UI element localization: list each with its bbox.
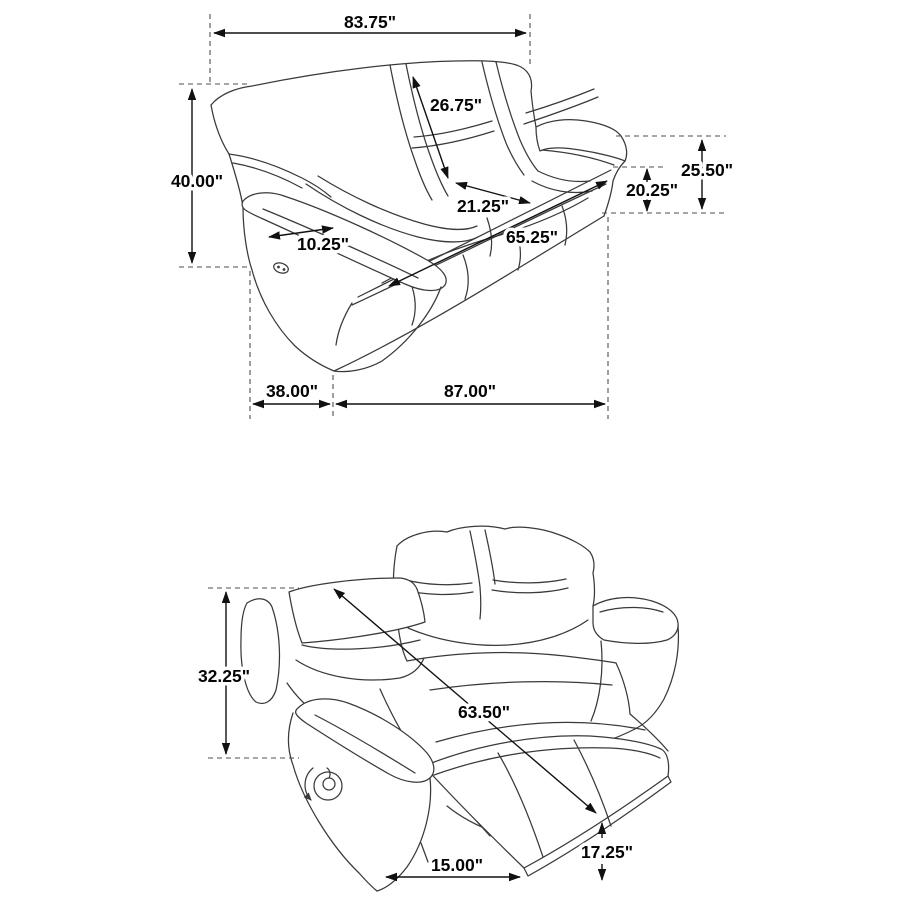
sofa-headrest-seam-right2	[526, 89, 594, 113]
dim-recline-clearance	[386, 855, 520, 877]
sofa-lumbar-roll-right-bottom	[532, 181, 592, 193]
sofa-back-divider-2a	[482, 62, 524, 175]
dim-label-back-height: 26.75"	[429, 95, 483, 115]
recl-left-arm-inner	[377, 778, 431, 891]
dim-label-overall-depth: 38.00"	[265, 381, 319, 401]
recl-far-back-right-edge	[593, 573, 595, 606]
recl-left-arm-wing	[241, 599, 280, 704]
recl-seat-right-corner	[616, 663, 630, 714]
sofa-headrest-band-seam2	[233, 163, 302, 188]
dim-label-seat-width: 65.25"	[505, 227, 559, 247]
sofa-right-side-edge	[604, 161, 625, 216]
recl-near-back-panel	[289, 578, 425, 643]
sofa-right-armrest-pad	[536, 120, 627, 161]
dim-label-reclined-length: 63.50"	[457, 702, 511, 722]
dim-label-reclined-back-height: 32.25"	[197, 666, 251, 686]
dim-label-arm-height: 25.50"	[680, 160, 734, 180]
recl-far-pillow-seam-right	[492, 588, 568, 593]
dim-label-overall-width: 87.00"	[443, 381, 497, 401]
recl-left-armrest-pad	[296, 699, 434, 782]
dim-label-seat-height: 20.25"	[625, 180, 679, 200]
recl-far-pillow-roll-right	[493, 579, 566, 583]
dim-label-arm-width: 10.25"	[296, 234, 350, 254]
dim-footrest-height	[581, 823, 633, 880]
power-recline-button-icon	[272, 261, 289, 275]
sofa-back-divider-2b	[496, 62, 538, 171]
recl-far-lumbar	[408, 620, 588, 645]
dim-arrow	[413, 77, 448, 178]
recl-right-arm-inner	[591, 641, 602, 721]
sofa-back-divider-1b	[406, 64, 448, 196]
dim-seat-height	[613, 167, 678, 211]
dim-label-footrest-height: 17.25"	[580, 842, 634, 862]
recl-far-back-top	[397, 526, 594, 573]
sofa-left-arm-front-edge	[334, 287, 441, 372]
recl-far-pillow-roll-left	[406, 580, 472, 585]
sofa-base-seam-2	[463, 255, 468, 299]
lever-rotate-arrow	[305, 768, 313, 800]
dim-label-back-width: 83.75"	[343, 12, 397, 32]
sofa-lumbar-roll-right-top	[538, 171, 590, 182]
dim-overall-height	[171, 84, 251, 267]
dim-overall-depth	[250, 271, 333, 419]
recl-right-armrest-pad	[593, 598, 678, 644]
recl-far-back-divider-b	[485, 530, 495, 584]
upright-view	[171, 12, 733, 419]
dim-back-width	[210, 12, 530, 85]
upright-sofa-drawing	[211, 61, 627, 372]
sofa-arm-seat-junction	[336, 303, 352, 345]
dim-label-recline-clearance: 15.00"	[430, 855, 484, 875]
dim-back-height	[413, 77, 482, 178]
recl-near-lumbar-bottom	[296, 658, 424, 680]
reclined-view	[198, 526, 678, 891]
dim-label-overall-height: 40.00"	[170, 171, 224, 191]
dim-label-seat-depth: 21.25"	[456, 196, 510, 216]
recline-lever-icon	[305, 768, 342, 800]
recl-far-back-divider-a	[470, 531, 481, 619]
sofa-back-top-edge	[211, 61, 536, 127]
recl-seat-front-band	[430, 682, 612, 690]
dim-seat-depth	[456, 183, 530, 216]
recl-seat-top-edge	[407, 653, 616, 663]
